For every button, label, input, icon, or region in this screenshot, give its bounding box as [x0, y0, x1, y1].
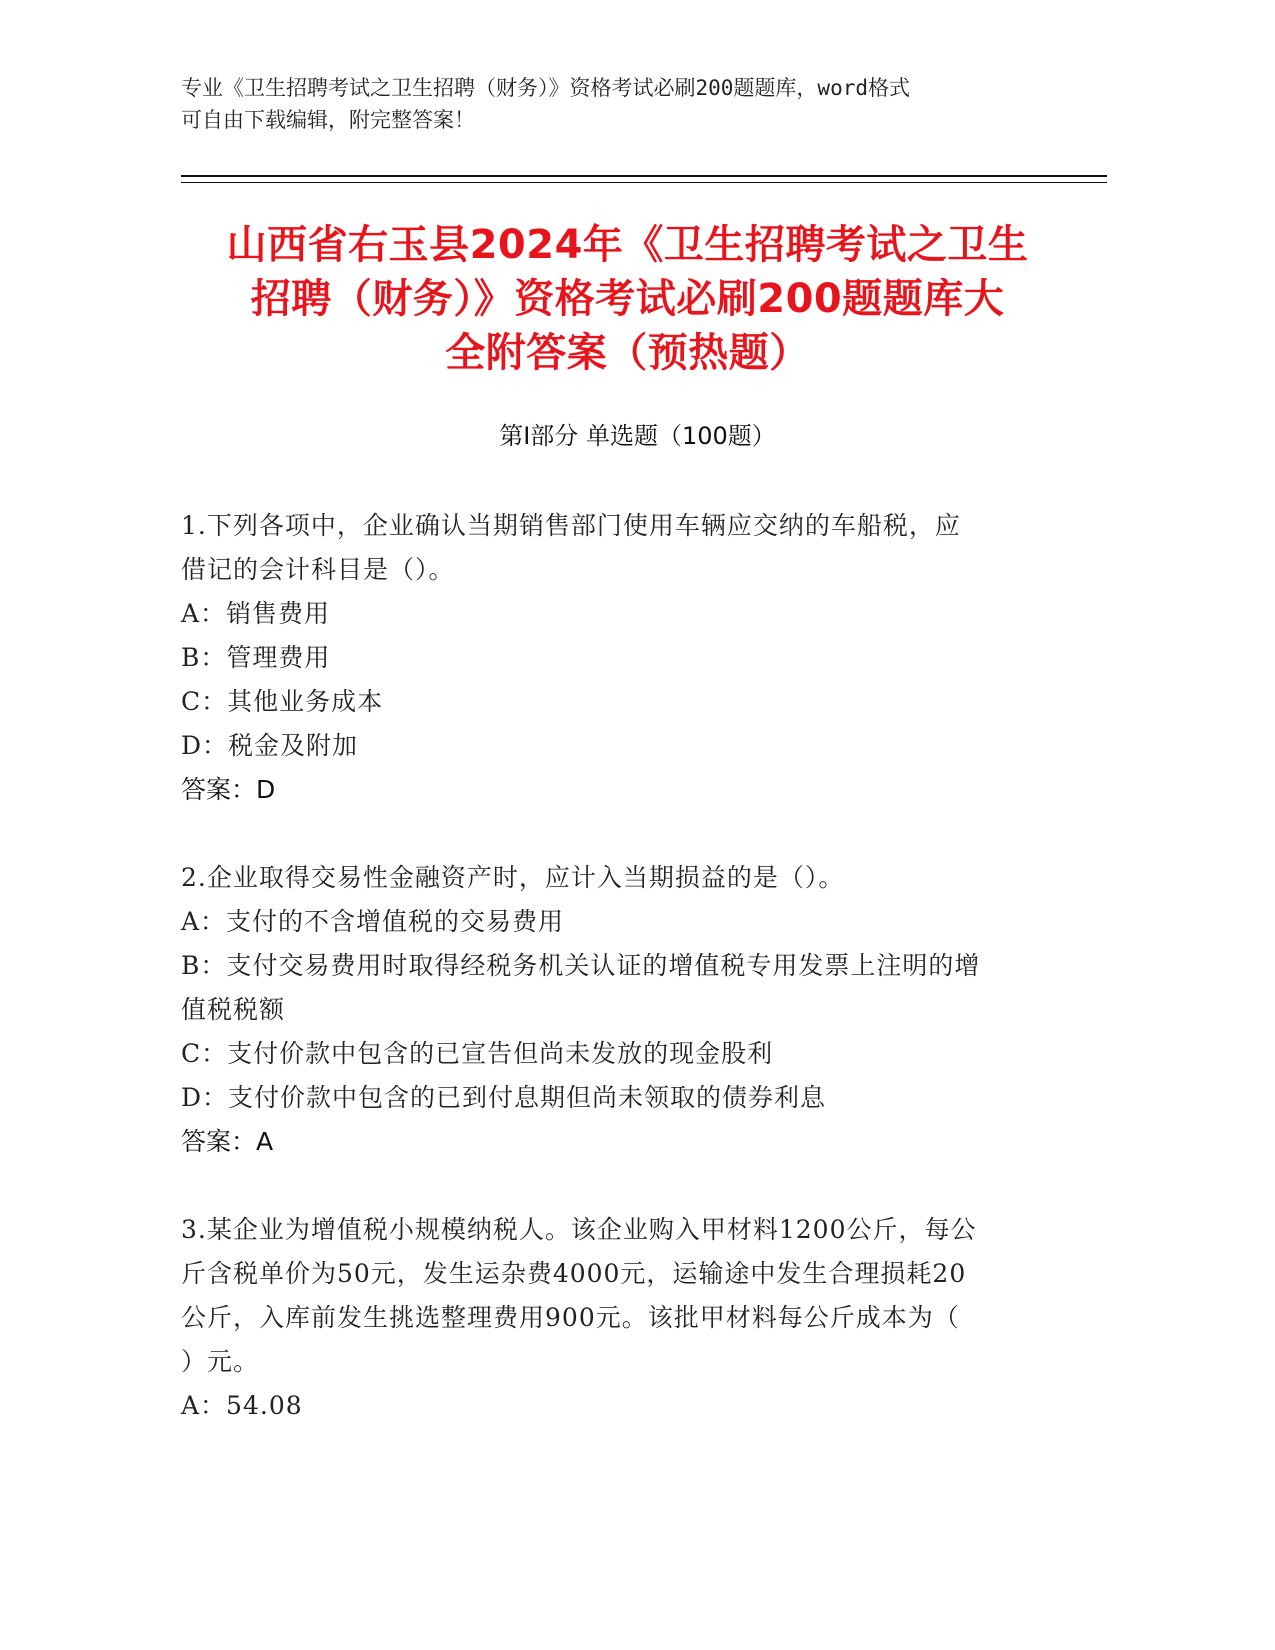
option-a: A：54.08: [181, 1391, 303, 1420]
title-line: 全附答案（预热题）: [445, 330, 810, 376]
section-title: 第Ⅰ部分 单选题（100题）: [499, 422, 776, 450]
question-stem: 公斤，入库前发生挑选整理费用900元。该批甲材料每公斤成本为（: [181, 1303, 960, 1332]
option-b-continued: 值税税额: [181, 995, 286, 1024]
header-note: [181, 72, 1061, 136]
option-c: C：支付价款中包含的已宣告但尚未发放的现金股利: [181, 1039, 774, 1068]
document-title: [175, 218, 1080, 380]
header-divider-thick: [181, 175, 1107, 177]
question-stem: 1.下列各项中，企业确认当期销售部门使用车辆应交纳的车船税，应: [181, 511, 961, 540]
option-d: D：税金及附加: [181, 731, 359, 760]
option-b: B：支付交易费用时取得经税务机关认证的增值税专用发票上注明的增: [181, 951, 981, 980]
option-a: A：销售费用: [181, 599, 331, 628]
question-list: [181, 504, 1041, 1472]
option-d: D：支付价款中包含的已到付息期但尚未领取的债券利息: [181, 1083, 827, 1112]
question-stem: ）元。: [181, 1347, 260, 1376]
question-stem: 斤含税单价为50元，发生运杂费4000元，运输途中发生合理损耗20: [181, 1259, 967, 1288]
header-note-line: 可自由下载编辑，附完整答案！: [181, 108, 475, 132]
answer: 答案：A: [181, 1127, 274, 1156]
title-line: 山西省右玉县2024年《卫生招聘考试之卫生: [226, 222, 1029, 268]
question-stem: 借记的会计科目是（）。: [181, 555, 455, 584]
option-b: B：管理费用: [181, 643, 331, 672]
answer: 答案：D: [181, 775, 276, 804]
header-divider-thin: [181, 182, 1107, 183]
title-line: 招聘（财务）》资格考试必刷200题题库大: [250, 276, 1005, 322]
header-note-line: 专业《卫生招聘考试之卫生招聘（财务）》资格考试必刷200题题库，word格式: [181, 76, 910, 100]
option-c: C：其他业务成本: [181, 687, 384, 716]
question-1: [181, 504, 1041, 812]
question-3: [181, 1208, 1041, 1428]
question-2: [181, 856, 1041, 1164]
question-stem: 2.企业取得交易性金融资产时，应计入当期损益的是（）。: [181, 863, 845, 892]
question-stem: 3.某企业为增值税小规模纳税人。该企业购入甲材料1200公斤，每公: [181, 1215, 977, 1244]
option-a: A：支付的不含增值税的交易费用: [181, 907, 565, 936]
